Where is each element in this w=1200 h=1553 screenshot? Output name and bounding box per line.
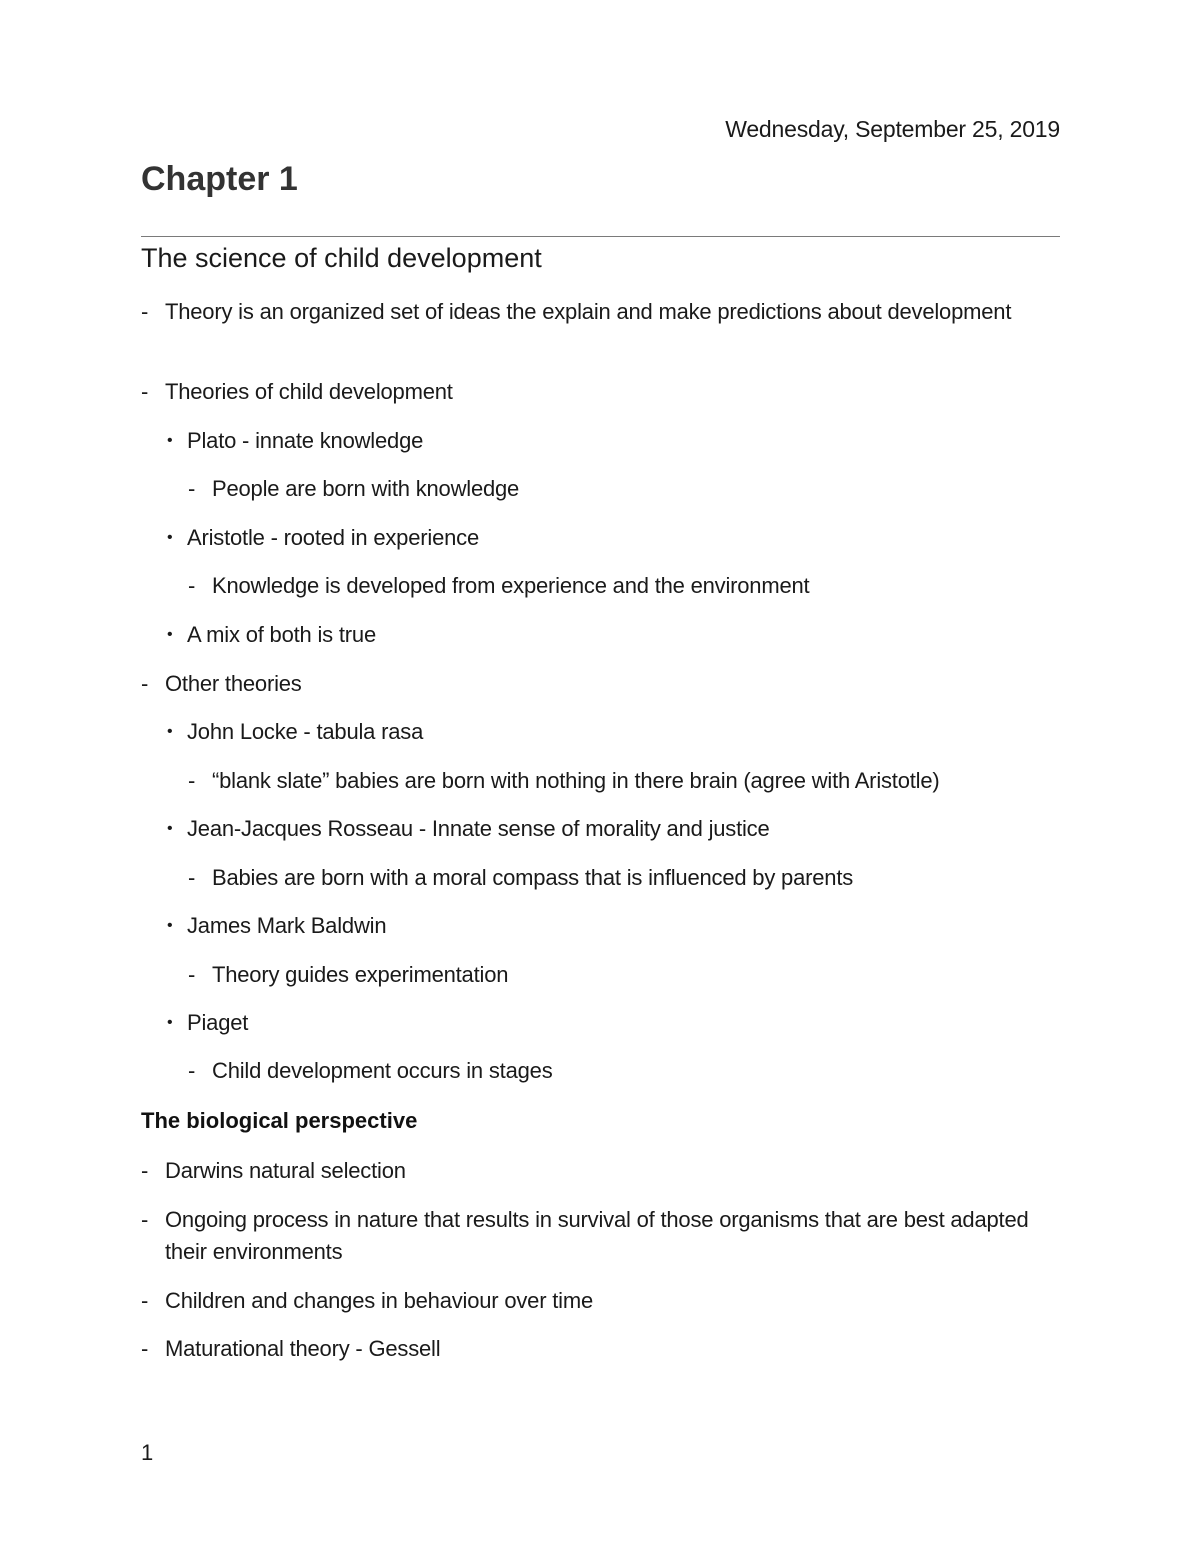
dash-marker: - xyxy=(188,1058,196,1083)
dash-marker: - xyxy=(188,573,196,598)
chapter-title: Chapter 1 xyxy=(141,160,298,198)
list-item-text: Babies are born with a moral compass that is influenced by parents xyxy=(212,865,854,890)
bullet-marker: • xyxy=(167,1014,173,1031)
list-item-text: Child development occurs in stages xyxy=(212,1058,553,1083)
bullet-marker: • xyxy=(167,626,173,643)
list-item xyxy=(188,862,1052,894)
dash-marker: - xyxy=(188,865,196,890)
list-item xyxy=(141,1155,1045,1187)
list-item-text: Darwins natural selection xyxy=(165,1158,406,1183)
list-item xyxy=(141,1204,1045,1268)
list-item-text: Theories of child development xyxy=(165,379,453,404)
list-item xyxy=(141,1285,1045,1317)
list-item xyxy=(141,376,1045,408)
list-item-text: A mix of both is true xyxy=(187,622,376,647)
list-item-text: Knowledge is developed from experience and the environment xyxy=(212,573,810,598)
list-item-text: “blank slate” babies are born with nothing in there brain (agree with Aristotle) xyxy=(212,768,940,793)
list-item-text: Plato - innate knowledge xyxy=(187,428,424,453)
bullet-marker: • xyxy=(167,917,173,934)
list-item xyxy=(167,813,1047,845)
bullet-marker: • xyxy=(167,723,173,740)
dash-marker: - xyxy=(188,962,196,987)
list-item xyxy=(167,716,1047,748)
dash-marker: - xyxy=(141,1207,149,1232)
list-item-text: James Mark Baldwin xyxy=(187,913,387,938)
list-item-text: Children and changes in behaviour over time xyxy=(165,1288,593,1313)
dash-marker: - xyxy=(188,476,196,501)
title-divider xyxy=(141,236,1060,237)
dash-marker: - xyxy=(141,1158,149,1183)
subsection-heading: The biological perspective xyxy=(141,1108,418,1133)
list-item-text: Maturational theory - Gessell xyxy=(165,1336,441,1361)
list-item-text: Theory is an organized set of ideas the explain and make predictions about development xyxy=(165,299,1012,324)
list-item xyxy=(188,959,1052,991)
dash-marker: - xyxy=(188,768,196,793)
list-item-text: Ongoing process in nature that results in survival of those organisms that are best adapted their environments xyxy=(165,1207,1029,1264)
page-number: 1 xyxy=(141,1440,154,1465)
list-item xyxy=(188,765,1052,797)
list-item-text: Jean-Jacques Rosseau - Innate sense of morality and justice xyxy=(187,816,770,841)
list-item xyxy=(167,425,1047,457)
list-item xyxy=(141,1333,1045,1365)
list-item xyxy=(167,522,1047,554)
dash-marker: - xyxy=(141,1336,149,1361)
dash-marker: - xyxy=(141,299,149,324)
list-item-text: Other theories xyxy=(165,671,302,696)
bullet-marker: • xyxy=(167,820,173,837)
list-item xyxy=(188,473,1052,505)
list-item xyxy=(188,1055,1052,1087)
list-item xyxy=(167,619,1047,651)
list-item xyxy=(141,668,1045,700)
list-item-text: Theory guides experimentation xyxy=(212,962,509,987)
list-item xyxy=(167,910,1047,942)
list-item xyxy=(167,1007,1047,1039)
dash-marker: - xyxy=(141,671,149,696)
list-item-text: Aristotle - rooted in experience xyxy=(187,525,479,550)
list-item xyxy=(141,296,1045,328)
list-item-text: People are born with knowledge xyxy=(212,476,520,501)
section-heading: The science of child development xyxy=(141,243,542,273)
list-item xyxy=(188,570,1052,602)
bullet-marker: • xyxy=(167,432,173,449)
date: Wednesday, September 25, 2019 xyxy=(725,116,1060,142)
list-item-text: Piaget xyxy=(187,1010,249,1035)
bullet-marker: • xyxy=(167,529,173,546)
dash-marker: - xyxy=(141,379,149,404)
dash-marker: - xyxy=(141,1288,149,1313)
list-item-text: John Locke - tabula rasa xyxy=(187,719,424,744)
